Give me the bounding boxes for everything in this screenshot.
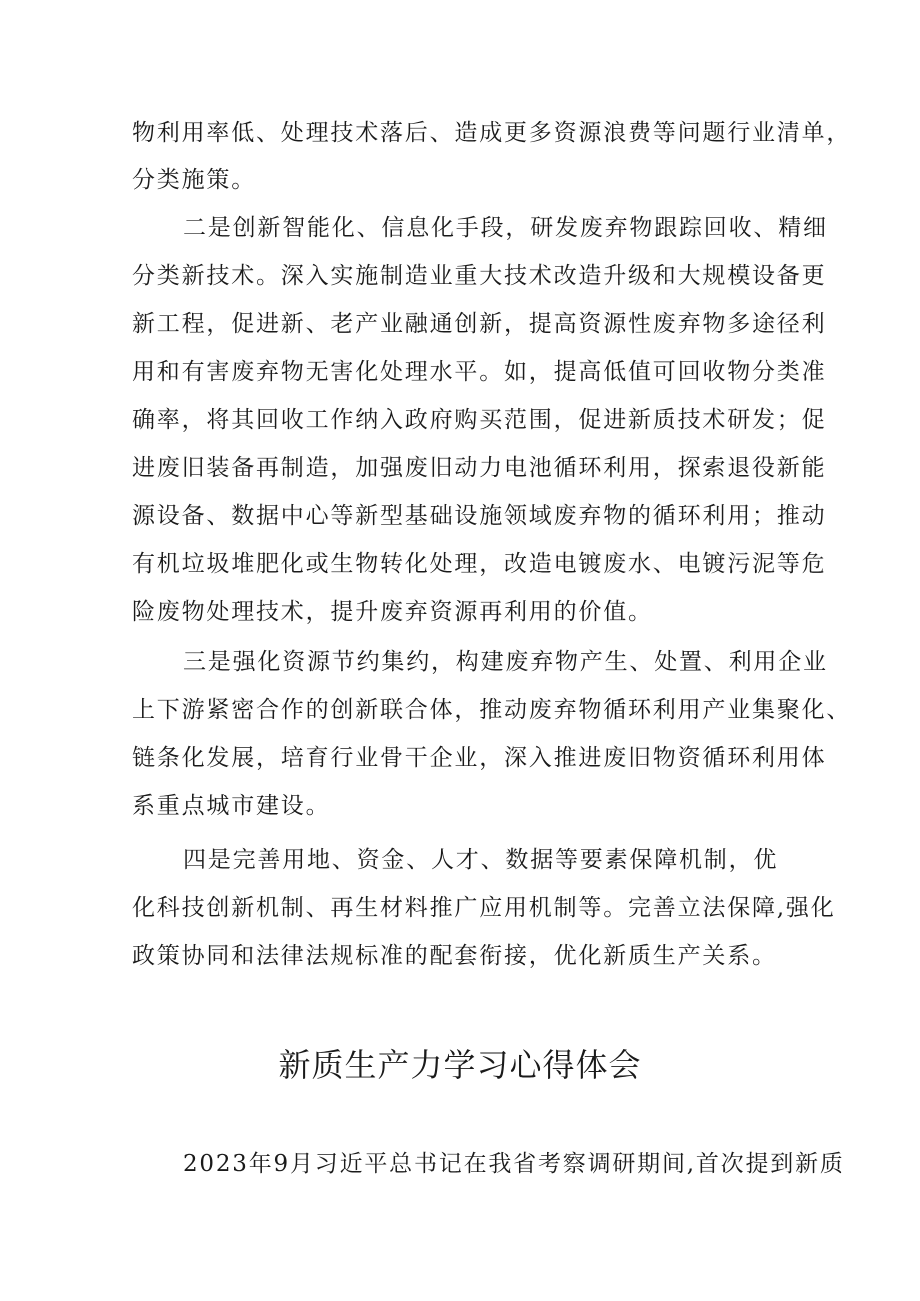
body-text-line: 上下游紧密合作的创新联合体，推动废弃物循环利用产业集聚化、 <box>132 697 852 723</box>
body-text-line: 分类新技术。深入实施制造业重大技术改造升级和大规模设备更 <box>132 263 827 289</box>
body-text-line: 有机垃圾堆肥化或生物转化处理，改造电镀废水、电镀污泥等危 <box>132 551 827 577</box>
body-text-line: 确率，将其回收工作纳入政府购买范围，促进新质技术研发；促 <box>132 407 827 433</box>
body-text-line: 险废物处理技术，提升废弃资源再利用的价值。 <box>132 599 653 625</box>
body-text-line: 进废旧装备再制造，加强废旧动力电池循环利用，探索退役新能 <box>132 455 827 481</box>
body-text-line: 三是强化资源节约集约，构建废弃物产生、处置、利用企业 <box>183 649 828 675</box>
body-text-line: 系重点城市建设。 <box>132 793 331 819</box>
body-text-line: 用和有害废弃物无害化处理水平。如，提高低值可回收物分类准 <box>132 359 827 385</box>
body-text-line: 链条化发展，培育行业骨干企业，深入推进废旧物资循环利用体 <box>132 745 827 771</box>
body-text-line: 新工程，促进新、老产业融通创新，提高资源性废弃物多途径利 <box>132 311 827 337</box>
body-text-line: 源设备、数据中心等新型基础设施领域废弃物的循环利用；推动 <box>132 503 827 529</box>
section-title: 新质生产力学习心得体会 <box>278 1046 642 1084</box>
body-text-line: 政策协同和法律法规标准的配套衔接，优化新质生产关系。 <box>132 943 777 969</box>
body-text-line: 二是创新智能化、信息化手段，研发废弃物跟踪回收、精细 <box>183 215 828 241</box>
body-text-line: 化科技创新机制、再生材料推广应用机制等。完善立法保障,强化 <box>132 895 836 921</box>
body-text-line: 四是完善用地、资金、人才、数据等要素保障机制，优 <box>183 847 779 873</box>
body-text-line: 分类施策。 <box>132 167 256 193</box>
intro-text-line: 2023年9月习近平总书记在我省考察调研期间,首次提到新质 <box>183 1151 845 1177</box>
body-text-line: 物利用率低、处理技术落后、造成更多资源浪费等问题行业清单， <box>132 120 852 146</box>
